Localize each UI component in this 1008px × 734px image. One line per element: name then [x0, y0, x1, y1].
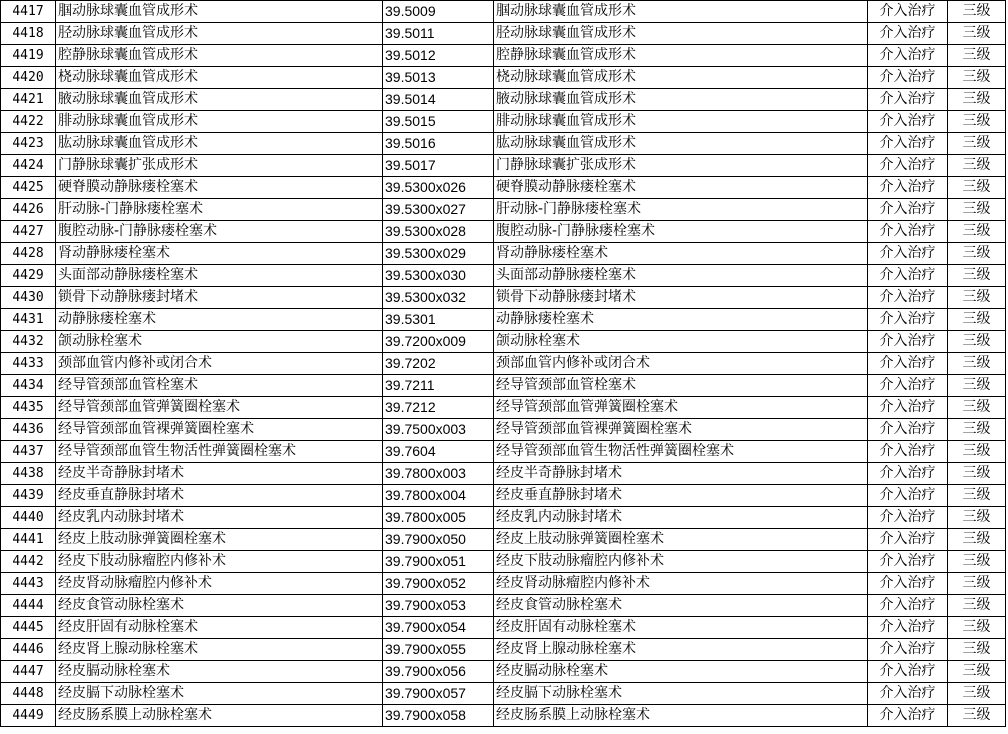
procedure-code-cell: 39.5301 — [383, 309, 494, 331]
procedure-code-cell: 39.7212 — [383, 397, 494, 419]
category-cell: 介入治疗 — [868, 243, 948, 265]
procedure-name-duplicate-cell: 肱动脉球囊血管成形术 — [494, 133, 868, 155]
procedure-name-cell: 经导管颈部血管弹簧圈栓塞术 — [56, 397, 383, 419]
table-row — [1, 45, 1006, 67]
row-number-cell: 4443 — [1, 573, 56, 595]
procedure-name-cell: 胫动脉球囊血管成形术 — [56, 23, 383, 45]
procedure-name-cell: 肝动脉-门静脉瘘栓塞术 — [56, 199, 383, 221]
procedure-name-duplicate-cell: 经皮肠系膜上动脉栓塞术 — [494, 705, 868, 727]
procedure-name-cell: 经皮半奇静脉封堵术 — [56, 463, 383, 485]
procedure-code-cell: 39.7800x005 — [383, 507, 494, 529]
level-cell: 三级 — [948, 683, 1006, 705]
table-row — [1, 485, 1006, 507]
category-cell: 介入治疗 — [868, 661, 948, 683]
procedure-name-cell: 桡动脉球囊血管成形术 — [56, 67, 383, 89]
procedure-name-duplicate-cell: 腹腔动脉-门静脉瘘栓塞术 — [494, 221, 868, 243]
procedure-name-duplicate-cell: 经皮垂直静脉封堵术 — [494, 485, 868, 507]
row-number-cell: 4427 — [1, 221, 56, 243]
procedure-name-duplicate-cell: 经皮肾上腺动脉栓塞术 — [494, 639, 868, 661]
procedure-name-duplicate-cell: 颈部血管内修补或闭合术 — [494, 353, 868, 375]
row-number-cell: 4423 — [1, 133, 56, 155]
table-row — [1, 639, 1006, 661]
row-number-cell: 4428 — [1, 243, 56, 265]
procedure-name-duplicate-cell: 桡动脉球囊血管成形术 — [494, 67, 868, 89]
level-cell: 三级 — [948, 595, 1006, 617]
table-row — [1, 111, 1006, 133]
table-row — [1, 199, 1006, 221]
procedure-code-cell: 39.7900x055 — [383, 639, 494, 661]
procedure-name-duplicate-cell: 硬脊膜动静脉瘘栓塞术 — [494, 177, 868, 199]
table-row — [1, 683, 1006, 705]
procedure-code-cell: 39.7900x058 — [383, 705, 494, 727]
procedure-code-cell: 39.5015 — [383, 111, 494, 133]
level-cell: 三级 — [948, 89, 1006, 111]
procedure-name-duplicate-cell: 腋动脉球囊血管成形术 — [494, 89, 868, 111]
row-number-cell: 4417 — [1, 1, 56, 23]
category-cell: 介入治疗 — [868, 23, 948, 45]
procedure-name-cell: 经皮上肢动脉弹簧圈栓塞术 — [56, 529, 383, 551]
procedure-name-cell: 经皮食管动脉栓塞术 — [56, 595, 383, 617]
row-number-cell: 4433 — [1, 353, 56, 375]
procedure-name-cell: 肱动脉球囊血管成形术 — [56, 133, 383, 155]
table-row — [1, 89, 1006, 111]
level-cell: 三级 — [948, 243, 1006, 265]
row-number-cell: 4446 — [1, 639, 56, 661]
procedure-name-duplicate-cell: 胫动脉球囊血管成形术 — [494, 23, 868, 45]
procedure-name-cell: 经皮下肢动脉瘤腔内修补术 — [56, 551, 383, 573]
table-row — [1, 661, 1006, 683]
category-cell: 介入治疗 — [868, 331, 948, 353]
category-cell: 介入治疗 — [868, 265, 948, 287]
level-cell: 三级 — [948, 265, 1006, 287]
level-cell: 三级 — [948, 375, 1006, 397]
procedure-name-duplicate-cell: 经导管颈部血管裸弹簧圈栓塞术 — [494, 419, 868, 441]
procedure-code-cell: 39.7800x003 — [383, 463, 494, 485]
level-cell: 三级 — [948, 529, 1006, 551]
level-cell: 三级 — [948, 507, 1006, 529]
level-cell: 三级 — [948, 419, 1006, 441]
table-row — [1, 705, 1006, 727]
category-cell: 介入治疗 — [868, 177, 948, 199]
level-cell: 三级 — [948, 111, 1006, 133]
category-cell: 介入治疗 — [868, 705, 948, 727]
table-row — [1, 375, 1006, 397]
category-cell: 介入治疗 — [868, 419, 948, 441]
procedure-code-cell: 39.5300x032 — [383, 287, 494, 309]
row-number-cell: 4438 — [1, 463, 56, 485]
row-number-cell: 4429 — [1, 265, 56, 287]
procedure-code-cell: 39.7200x009 — [383, 331, 494, 353]
level-cell: 三级 — [948, 287, 1006, 309]
row-number-cell: 4434 — [1, 375, 56, 397]
level-cell: 三级 — [948, 221, 1006, 243]
category-cell: 介入治疗 — [868, 551, 948, 573]
procedure-code-cell: 39.7900x051 — [383, 551, 494, 573]
row-number-cell: 4448 — [1, 683, 56, 705]
level-cell: 三级 — [948, 45, 1006, 67]
procedure-name-cell: 经导管颈部血管裸弹簧圈栓塞术 — [56, 419, 383, 441]
procedure-code-cell: 39.7202 — [383, 353, 494, 375]
table-row — [1, 595, 1006, 617]
row-number-cell: 4449 — [1, 705, 56, 727]
procedure-name-duplicate-cell: 经皮下肢动脉瘤腔内修补术 — [494, 551, 868, 573]
procedure-name-duplicate-cell: 经皮膈动脉栓塞术 — [494, 661, 868, 683]
procedure-code-cell: 39.5300x028 — [383, 221, 494, 243]
procedure-name-duplicate-cell: 经皮半奇静脉封堵术 — [494, 463, 868, 485]
level-cell: 三级 — [948, 661, 1006, 683]
category-cell: 介入治疗 — [868, 573, 948, 595]
procedure-name-duplicate-cell: 经皮肝固有动脉栓塞术 — [494, 617, 868, 639]
row-number-cell: 4425 — [1, 177, 56, 199]
category-cell: 介入治疗 — [868, 639, 948, 661]
row-number-cell: 4440 — [1, 507, 56, 529]
category-cell: 介入治疗 — [868, 133, 948, 155]
level-cell: 三级 — [948, 23, 1006, 45]
procedure-name-cell: 经皮垂直静脉封堵术 — [56, 485, 383, 507]
procedure-code-cell: 39.5011 — [383, 23, 494, 45]
procedure-name-duplicate-cell: 经导管颈部血管栓塞术 — [494, 375, 868, 397]
row-number-cell: 4442 — [1, 551, 56, 573]
table-row — [1, 507, 1006, 529]
category-cell: 介入治疗 — [868, 441, 948, 463]
level-cell: 三级 — [948, 133, 1006, 155]
procedure-name-duplicate-cell: 颌动脉栓塞术 — [494, 331, 868, 353]
category-cell: 介入治疗 — [868, 67, 948, 89]
procedure-code-cell: 39.5300x026 — [383, 177, 494, 199]
level-cell: 三级 — [948, 617, 1006, 639]
procedure-code-cell: 39.7800x004 — [383, 485, 494, 507]
procedure-code-cell: 39.5300x027 — [383, 199, 494, 221]
table-row — [1, 331, 1006, 353]
level-cell: 三级 — [948, 639, 1006, 661]
category-cell: 介入治疗 — [868, 595, 948, 617]
table-row — [1, 573, 1006, 595]
category-cell: 介入治疗 — [868, 375, 948, 397]
row-number-cell: 4431 — [1, 309, 56, 331]
row-number-cell: 4445 — [1, 617, 56, 639]
table-row — [1, 133, 1006, 155]
row-number-cell: 4421 — [1, 89, 56, 111]
row-number-cell: 4420 — [1, 67, 56, 89]
category-cell: 介入治疗 — [868, 45, 948, 67]
category-cell: 介入治疗 — [868, 199, 948, 221]
category-cell: 介入治疗 — [868, 221, 948, 243]
procedure-name-duplicate-cell: 经皮膈下动脉栓塞术 — [494, 683, 868, 705]
table-row — [1, 243, 1006, 265]
category-cell: 介入治疗 — [868, 353, 948, 375]
procedure-name-duplicate-cell: 腘动脉球囊血管成形术 — [494, 1, 868, 23]
table-row — [1, 155, 1006, 177]
procedure-name-cell: 腘动脉球囊血管成形术 — [56, 1, 383, 23]
table-row — [1, 397, 1006, 419]
row-number-cell: 4436 — [1, 419, 56, 441]
row-number-cell: 4444 — [1, 595, 56, 617]
category-cell: 介入治疗 — [868, 463, 948, 485]
table-row — [1, 309, 1006, 331]
procedure-code-cell: 39.7900x056 — [383, 661, 494, 683]
category-cell: 介入治疗 — [868, 683, 948, 705]
table-row — [1, 67, 1006, 89]
level-cell: 三级 — [948, 155, 1006, 177]
procedure-name-cell: 经导管颈部血管栓塞术 — [56, 375, 383, 397]
procedure-name-cell: 腋动脉球囊血管成形术 — [56, 89, 383, 111]
category-cell: 介入治疗 — [868, 287, 948, 309]
table-row — [1, 353, 1006, 375]
category-cell: 介入治疗 — [868, 309, 948, 331]
table-row — [1, 551, 1006, 573]
level-cell: 三级 — [948, 67, 1006, 89]
procedure-name-cell: 经皮肾上腺动脉栓塞术 — [56, 639, 383, 661]
row-number-cell: 4422 — [1, 111, 56, 133]
level-cell: 三级 — [948, 463, 1006, 485]
procedure-code-cell: 39.7211 — [383, 375, 494, 397]
level-cell: 三级 — [948, 309, 1006, 331]
category-cell: 介入治疗 — [868, 485, 948, 507]
level-cell: 三级 — [948, 177, 1006, 199]
level-cell: 三级 — [948, 573, 1006, 595]
procedure-name-duplicate-cell: 头面部动静脉瘘栓塞术 — [494, 265, 868, 287]
table-row — [1, 265, 1006, 287]
category-cell: 介入治疗 — [868, 111, 948, 133]
procedure-name-cell: 颈部血管内修补或闭合术 — [56, 353, 383, 375]
procedure-code-cell: 39.7900x057 — [383, 683, 494, 705]
row-number-cell: 4426 — [1, 199, 56, 221]
category-cell: 介入治疗 — [868, 507, 948, 529]
procedure-code-cell: 39.5012 — [383, 45, 494, 67]
row-number-cell: 4447 — [1, 661, 56, 683]
procedure-name-cell: 硬脊膜动静脉瘘栓塞术 — [56, 177, 383, 199]
procedure-name-cell: 动静脉瘘栓塞术 — [56, 309, 383, 331]
row-number-cell: 4441 — [1, 529, 56, 551]
procedure-name-cell: 经皮膈动脉栓塞术 — [56, 661, 383, 683]
row-number-cell: 4437 — [1, 441, 56, 463]
procedure-code-cell: 39.5300x030 — [383, 265, 494, 287]
procedure-name-cell: 经皮肾动脉瘤腔内修补术 — [56, 573, 383, 595]
table-row — [1, 617, 1006, 639]
procedure-name-cell: 经皮乳内动脉封堵术 — [56, 507, 383, 529]
procedure-name-duplicate-cell: 腓动脉球囊血管成形术 — [494, 111, 868, 133]
procedure-name-cell: 腹腔动脉-门静脉瘘栓塞术 — [56, 221, 383, 243]
row-number-cell: 4435 — [1, 397, 56, 419]
procedure-name-cell: 门静脉球囊扩张成形术 — [56, 155, 383, 177]
procedure-code-cell: 39.7900x052 — [383, 573, 494, 595]
row-number-cell: 4424 — [1, 155, 56, 177]
row-number-cell: 4418 — [1, 23, 56, 45]
procedure-code-cell: 39.7900x050 — [383, 529, 494, 551]
procedure-name-duplicate-cell: 经皮食管动脉栓塞术 — [494, 595, 868, 617]
procedure-code-cell: 39.7900x054 — [383, 617, 494, 639]
procedure-name-cell: 经皮膈下动脉栓塞术 — [56, 683, 383, 705]
row-number-cell: 4430 — [1, 287, 56, 309]
level-cell: 三级 — [948, 353, 1006, 375]
table-row — [1, 441, 1006, 463]
procedure-name-cell: 锁骨下动静脉瘘封堵术 — [56, 287, 383, 309]
procedure-name-cell: 经导管颈部血管生物活性弹簧圈栓塞术 — [56, 441, 383, 463]
procedure-code-cell: 39.7604 — [383, 441, 494, 463]
procedure-name-cell: 头面部动静脉瘘栓塞术 — [56, 265, 383, 287]
procedure-code-cell: 39.7900x053 — [383, 595, 494, 617]
procedure-name-duplicate-cell: 经皮肾动脉瘤腔内修补术 — [494, 573, 868, 595]
table-row — [1, 463, 1006, 485]
procedure-name-duplicate-cell: 经导管颈部血管弹簧圈栓塞术 — [494, 397, 868, 419]
row-number-cell: 4419 — [1, 45, 56, 67]
category-cell: 介入治疗 — [868, 397, 948, 419]
category-cell: 介入治疗 — [868, 1, 948, 23]
procedure-name-cell: 腓动脉球囊血管成形术 — [56, 111, 383, 133]
level-cell: 三级 — [948, 705, 1006, 727]
table-row — [1, 177, 1006, 199]
row-number-cell: 4432 — [1, 331, 56, 353]
table-row — [1, 23, 1006, 45]
procedure-name-cell: 经皮肠系膜上动脉栓塞术 — [56, 705, 383, 727]
procedure-name-cell: 腔静脉球囊血管成形术 — [56, 45, 383, 67]
level-cell: 三级 — [948, 441, 1006, 463]
procedure-code-cell: 39.5009 — [383, 1, 494, 23]
procedure-name-duplicate-cell: 腔静脉球囊血管成形术 — [494, 45, 868, 67]
procedure-name-duplicate-cell: 动静脉瘘栓塞术 — [494, 309, 868, 331]
row-number-cell: 4439 — [1, 485, 56, 507]
table-row — [1, 221, 1006, 243]
category-cell: 介入治疗 — [868, 155, 948, 177]
level-cell: 三级 — [948, 199, 1006, 221]
procedure-name-duplicate-cell: 经皮乳内动脉封堵术 — [494, 507, 868, 529]
procedure-code-cell: 39.7500x003 — [383, 419, 494, 441]
procedure-name-duplicate-cell: 锁骨下动静脉瘘封堵术 — [494, 287, 868, 309]
procedure-code-cell: 39.5016 — [383, 133, 494, 155]
category-cell: 介入治疗 — [868, 529, 948, 551]
procedure-name-duplicate-cell: 经导管颈部血管生物活性弹簧圈栓塞术 — [494, 441, 868, 463]
category-cell: 介入治疗 — [868, 617, 948, 639]
procedure-name-duplicate-cell: 肝动脉-门静脉瘘栓塞术 — [494, 199, 868, 221]
procedure-code-cell: 39.5017 — [383, 155, 494, 177]
table-row — [1, 419, 1006, 441]
level-cell: 三级 — [948, 1, 1006, 23]
level-cell: 三级 — [948, 397, 1006, 419]
level-cell: 三级 — [948, 485, 1006, 507]
category-cell: 介入治疗 — [868, 89, 948, 111]
table-row — [1, 1, 1006, 23]
procedure-code-cell: 39.5014 — [383, 89, 494, 111]
table-body — [1, 1, 1006, 727]
table-row — [1, 529, 1006, 551]
procedure-name-cell: 颌动脉栓塞术 — [56, 331, 383, 353]
table-row — [1, 287, 1006, 309]
level-cell: 三级 — [948, 331, 1006, 353]
procedure-name-cell: 经皮肝固有动脉栓塞术 — [56, 617, 383, 639]
level-cell: 三级 — [948, 551, 1006, 573]
procedure-code-cell: 39.5300x029 — [383, 243, 494, 265]
procedure-code-cell: 39.5013 — [383, 67, 494, 89]
procedure-name-duplicate-cell: 门静脉球囊扩张成形术 — [494, 155, 868, 177]
procedure-name-duplicate-cell: 肾动静脉瘘栓塞术 — [494, 243, 868, 265]
procedure-name-duplicate-cell: 经皮上肢动脉弹簧圈栓塞术 — [494, 529, 868, 551]
procedure-name-cell: 肾动静脉瘘栓塞术 — [56, 243, 383, 265]
